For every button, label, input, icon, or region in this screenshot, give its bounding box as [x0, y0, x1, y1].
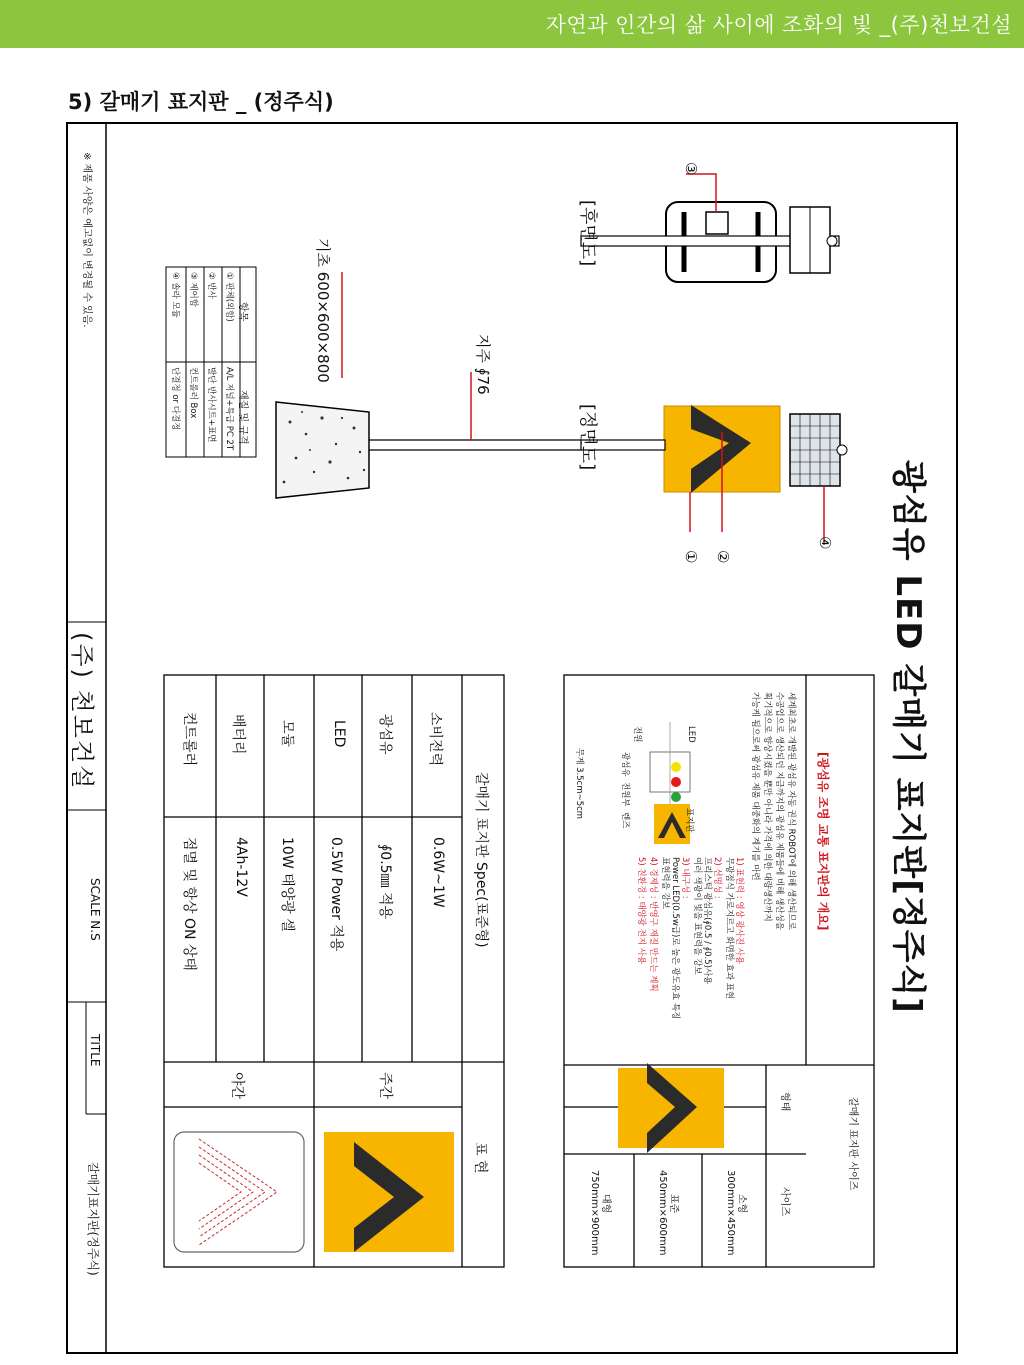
overview-point: 표현력을 강보 [660, 857, 670, 909]
size-name: 소형 [736, 1194, 747, 1214]
disclaimer-note: ※ 제품 사양은 예고없이 변경될 수 있음. [81, 152, 92, 328]
overview-point: 1) 표현력 : 영상 광사진 사용 [734, 857, 744, 965]
spec-item: 모듈 [279, 720, 295, 748]
section-title: 5) 갈매기 표지판 _ (정주식) [68, 90, 334, 114]
rear-view-label: [후면도] [577, 200, 598, 267]
diagram-label: 광섬유 [620, 752, 630, 777]
night-sign [174, 1132, 304, 1252]
overview-line: 가능케 됨으로써 광섬유 제품 대중화의 계기를 마련 [750, 692, 760, 881]
overview-point: 4) 경제성 : 반영구 재질 만드는 계획 [648, 857, 658, 992]
size-name: 대형 [600, 1194, 611, 1214]
overview-point: 여러 색광이 빛을 표현력을 강보 [692, 857, 702, 975]
title-block-title-value: 갈매기표지판(정주식) [86, 1162, 100, 1276]
diagram-label: LED [686, 726, 696, 743]
spec-item: 소비전력 [427, 712, 443, 767]
spec-display-header: 표 현 [472, 1142, 488, 1174]
technical-drawing [66, 122, 958, 1354]
size-table-title: 갈매기 표지판 사이즈 [847, 1097, 858, 1191]
diagram-label: 표지판 [684, 808, 694, 833]
materials-row-item: ② 반사 [206, 272, 216, 299]
diagram-label: 무게 3.5cm~5cm [574, 748, 584, 820]
spec-display-night: 야간 [229, 1072, 245, 1100]
overview-line: 세계최초로 개발된 광섬유 자동 권식 ROBOT에 의해 생산되므로 [786, 692, 796, 930]
spec-value: 0.6W~1W [430, 837, 446, 908]
diagram-label: 전원부 [620, 782, 630, 807]
diagram-label: 전원 [632, 726, 642, 743]
materials-row-spec: A/L 저널+특급 PC 2T [224, 367, 234, 451]
materials-header-spec: 재질 및 규격 [237, 390, 248, 445]
size-value: 300mm×450mm [725, 1170, 736, 1256]
materials-row-item: ③ 제어함 [188, 272, 198, 307]
size-value: 450mm×600mm [657, 1170, 668, 1256]
diagram-label: 렌즈 [620, 812, 630, 829]
materials-row-spec: 단결정 or 다결정 [170, 367, 180, 431]
header-slogan: 자연과 인간의 삶 사이에 조화의 빛 _(주)천보건설 [545, 13, 1012, 37]
rear-view-sign [581, 174, 839, 282]
spec-item: 배터리 [230, 714, 246, 755]
overview-chevron-sign [618, 1068, 724, 1148]
size-header-size: 사이즈 [779, 1187, 790, 1216]
spec-value: 점멸 및 항상 ON 상태 [181, 837, 197, 971]
pole-label: 지주 ∮76 [474, 334, 492, 395]
callout-2: ② [714, 550, 732, 564]
front-view-sign [369, 405, 847, 542]
callout-1: ① [682, 550, 700, 564]
spec-item: 광섬유 [377, 714, 393, 755]
overview-point: Power LED(0.5w급)로 높은 광도유효 특징 [670, 857, 680, 1020]
overview-point: 2) 선명성 : [712, 857, 722, 899]
callout-4: ④ [816, 536, 834, 550]
materials-header-item: 항목 [237, 302, 248, 322]
materials-row-item: ④ 솔라 모듈 [170, 272, 180, 318]
spec-item: LED [331, 720, 347, 748]
overview-point: 3) 내구성 : [680, 857, 690, 899]
foundation-label: 기초 600×600×800 [314, 238, 332, 383]
spec-value: 0.5W Power 적용 [328, 837, 344, 952]
spec-value: 10W 태양광 셀 [279, 837, 295, 932]
spec-value: ∮0.5㎜ 적용 [377, 844, 393, 920]
size-name: 표준 [668, 1194, 679, 1214]
spec-item: 컨트롤러 [181, 712, 197, 767]
foundation-block [276, 272, 471, 498]
callout-3: ③ [682, 162, 700, 176]
overview-line: 수공업으로 생산되던 지금까지의 광섬유 제품들에 비해 생산성을 [774, 692, 784, 930]
overview-title: [광섬유 조명 교통 표지판의 개요] [816, 752, 830, 931]
materials-row-item: ① 판체(외함) [224, 272, 234, 322]
overview-line: 획기적으로 향상시켰을 뿐만 아니라 가격에 의한 대량생산까지 [762, 692, 772, 922]
overview-point: 무광점식 가로지르고 화면한 효과 표현 [724, 857, 734, 1000]
header-bar [0, 0, 1024, 48]
size-value: 750mm×900mm [589, 1170, 600, 1256]
materials-row-spec: 컨트롤러 Box [188, 367, 198, 419]
title-block-scale: SCALE N.S [88, 878, 102, 941]
overview-point: 5) 친환경 : 태양광 전지 사용 [636, 857, 646, 965]
front-view-label: [정면도] [577, 404, 598, 471]
overview-point: 프리스틱 광섬유(∮0.5 / ∮0.5)사용 [702, 857, 712, 985]
spec-table-title: 갈매기 표지판 Spec(표준형) [473, 772, 489, 948]
title-block-company: (주) 천보건설 [68, 632, 96, 791]
size-header-shape: 형태 [779, 1092, 790, 1112]
spec-display-day: 주간 [377, 1072, 393, 1100]
spec-value: 4Ah-12V [233, 837, 249, 897]
materials-row-spec: 발단 반사시트+표면 [206, 367, 216, 443]
drawing-main-title: 광섬유 LED 갈매기 표지판[정주식] [888, 460, 928, 1014]
title-block-title-label: TITLE [88, 1034, 102, 1067]
